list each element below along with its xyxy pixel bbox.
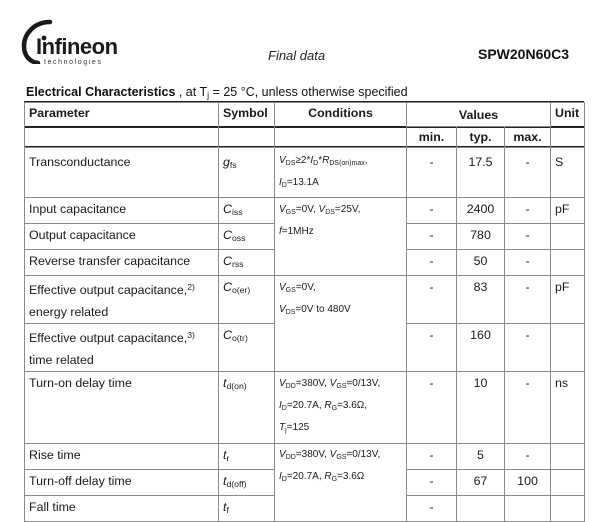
unit-cell: [551, 250, 585, 276]
unit-cell: [551, 224, 585, 250]
typ-cell: 5: [457, 444, 505, 470]
unit-cell: ns: [551, 372, 585, 444]
symbol-cell: $t_{d(off)}$: [219, 470, 275, 496]
col-min: min.: [407, 127, 457, 148]
col-typ: typ.: [457, 127, 505, 148]
table-row: [25, 444, 585, 470]
min-cell: -: [407, 250, 457, 276]
max-cell: -: [505, 224, 551, 250]
max-cell: -: [505, 250, 551, 276]
unit-cell: pF: [551, 198, 585, 224]
max-cell: -: [505, 444, 551, 470]
param-cell: Effective output capacitance,$^{3)}$ time related: [25, 324, 219, 372]
table-header-row: [25, 103, 585, 127]
symbol-cell: $C_{oss}$: [219, 224, 275, 250]
symbol-cell: $C_{rss}$: [219, 250, 275, 276]
col-values: Values: [407, 103, 551, 127]
condition-cell: $V_{DD}=380V$, $V_{GS}=0/13V$, $I_D=20.7A$, $R_G=3.6\Omega$: [275, 444, 407, 522]
section-title-main: Electrical Characteristics: [26, 85, 176, 99]
min-cell: -: [407, 148, 457, 198]
symbol-cell: $C_{o(tr)}$: [219, 324, 275, 372]
max-cell: -: [505, 276, 551, 324]
typ-cell: 83: [457, 276, 505, 324]
max-cell: [505, 496, 551, 522]
typ-cell: [457, 496, 505, 522]
symbol-cell: $t_r$: [219, 444, 275, 470]
param-cell: Effective output capacitance,$^{2)}$ energy related: [25, 276, 219, 324]
param-cell: Turn-off delay time: [25, 470, 219, 496]
max-cell: -: [505, 198, 551, 224]
unit-cell: [551, 444, 585, 470]
table-row: [25, 198, 585, 224]
typ-cell: 10: [457, 372, 505, 444]
param-cell: Turn-on delay time: [25, 372, 219, 444]
document-status: Final data: [268, 48, 326, 63]
symbol-cell: $g_{fs}$: [219, 148, 275, 198]
condition-cell: $V_{GS}=0V$, $V_{DS}=25V$, f=1MHz: [275, 198, 407, 276]
min-cell: -: [407, 444, 457, 470]
col-parameter: Parameter: [25, 103, 219, 148]
table-row: [25, 276, 585, 324]
typ-cell: 50: [457, 250, 505, 276]
min-cell: -: [407, 198, 457, 224]
unit-cell: [551, 324, 585, 372]
condition-cell: $V_{GS}=0V$, $V_{DS}=0V$ to 480V: [275, 276, 407, 372]
symbol-cell: $C_{iss}$: [219, 198, 275, 224]
typ-cell: 17.5: [457, 148, 505, 198]
col-unit: Unit: [551, 103, 585, 148]
unit-cell: [551, 470, 585, 496]
max-cell: -: [505, 324, 551, 372]
symbol-cell: $t_{d(on)}$: [219, 372, 275, 444]
condition-cell: $V_{DS}\ge 2*I_D*R_{DS(on)max}$, $I_D=13.1A$: [275, 148, 407, 198]
max-cell: -: [505, 372, 551, 444]
infineon-logo: [20, 16, 132, 68]
param-cell: Fall time: [25, 496, 219, 522]
typ-cell: 780: [457, 224, 505, 250]
param-cell: Output capacitance: [25, 224, 219, 250]
table-row: [25, 148, 585, 198]
symbol-cell: $C_{o(er)}$: [219, 276, 275, 324]
param-cell: Reverse transfer capacitance: [25, 250, 219, 276]
min-cell: -: [407, 470, 457, 496]
max-cell: 100: [505, 470, 551, 496]
param-cell: Input capacitance: [25, 198, 219, 224]
min-cell: -: [407, 324, 457, 372]
condition-cell: $V_{DD}=380V$, $V_{GS}=0/13V$, $I_D=20.7A$, $R_G=3.6\Omega$, $T_j=125$: [275, 372, 407, 444]
min-cell: -: [407, 276, 457, 324]
min-cell: -: [407, 496, 457, 522]
section-condition-rest: = 25 °C, unless otherwise specified: [209, 85, 408, 99]
col-symbol: Symbol: [219, 103, 275, 148]
min-cell: -: [407, 372, 457, 444]
symbol-cell: $t_f$: [219, 496, 275, 522]
unit-cell: S: [551, 148, 585, 198]
part-number: SPW20N60C3: [478, 46, 570, 62]
logo-wordmark: Infineon: [36, 34, 118, 59]
max-cell: -: [505, 148, 551, 198]
unit-cell: [551, 496, 585, 522]
typ-cell: 67: [457, 470, 505, 496]
col-conditions: Conditions: [275, 103, 407, 148]
typ-cell: 160: [457, 324, 505, 372]
logo-tagline: technologies: [44, 59, 103, 66]
table-row: [25, 372, 585, 444]
min-cell: -: [407, 224, 457, 250]
param-cell: Transconductance: [25, 148, 219, 198]
electrical-characteristics-table: [24, 102, 585, 522]
section-title: [26, 85, 408, 100]
col-max: max.: [505, 127, 551, 148]
param-cell: Rise time: [25, 444, 219, 470]
section-condition-prefix: , at T: [175, 85, 208, 99]
typ-cell: 2400: [457, 198, 505, 224]
section-condition-sub: j: [207, 90, 210, 100]
unit-cell: pF: [551, 276, 585, 324]
